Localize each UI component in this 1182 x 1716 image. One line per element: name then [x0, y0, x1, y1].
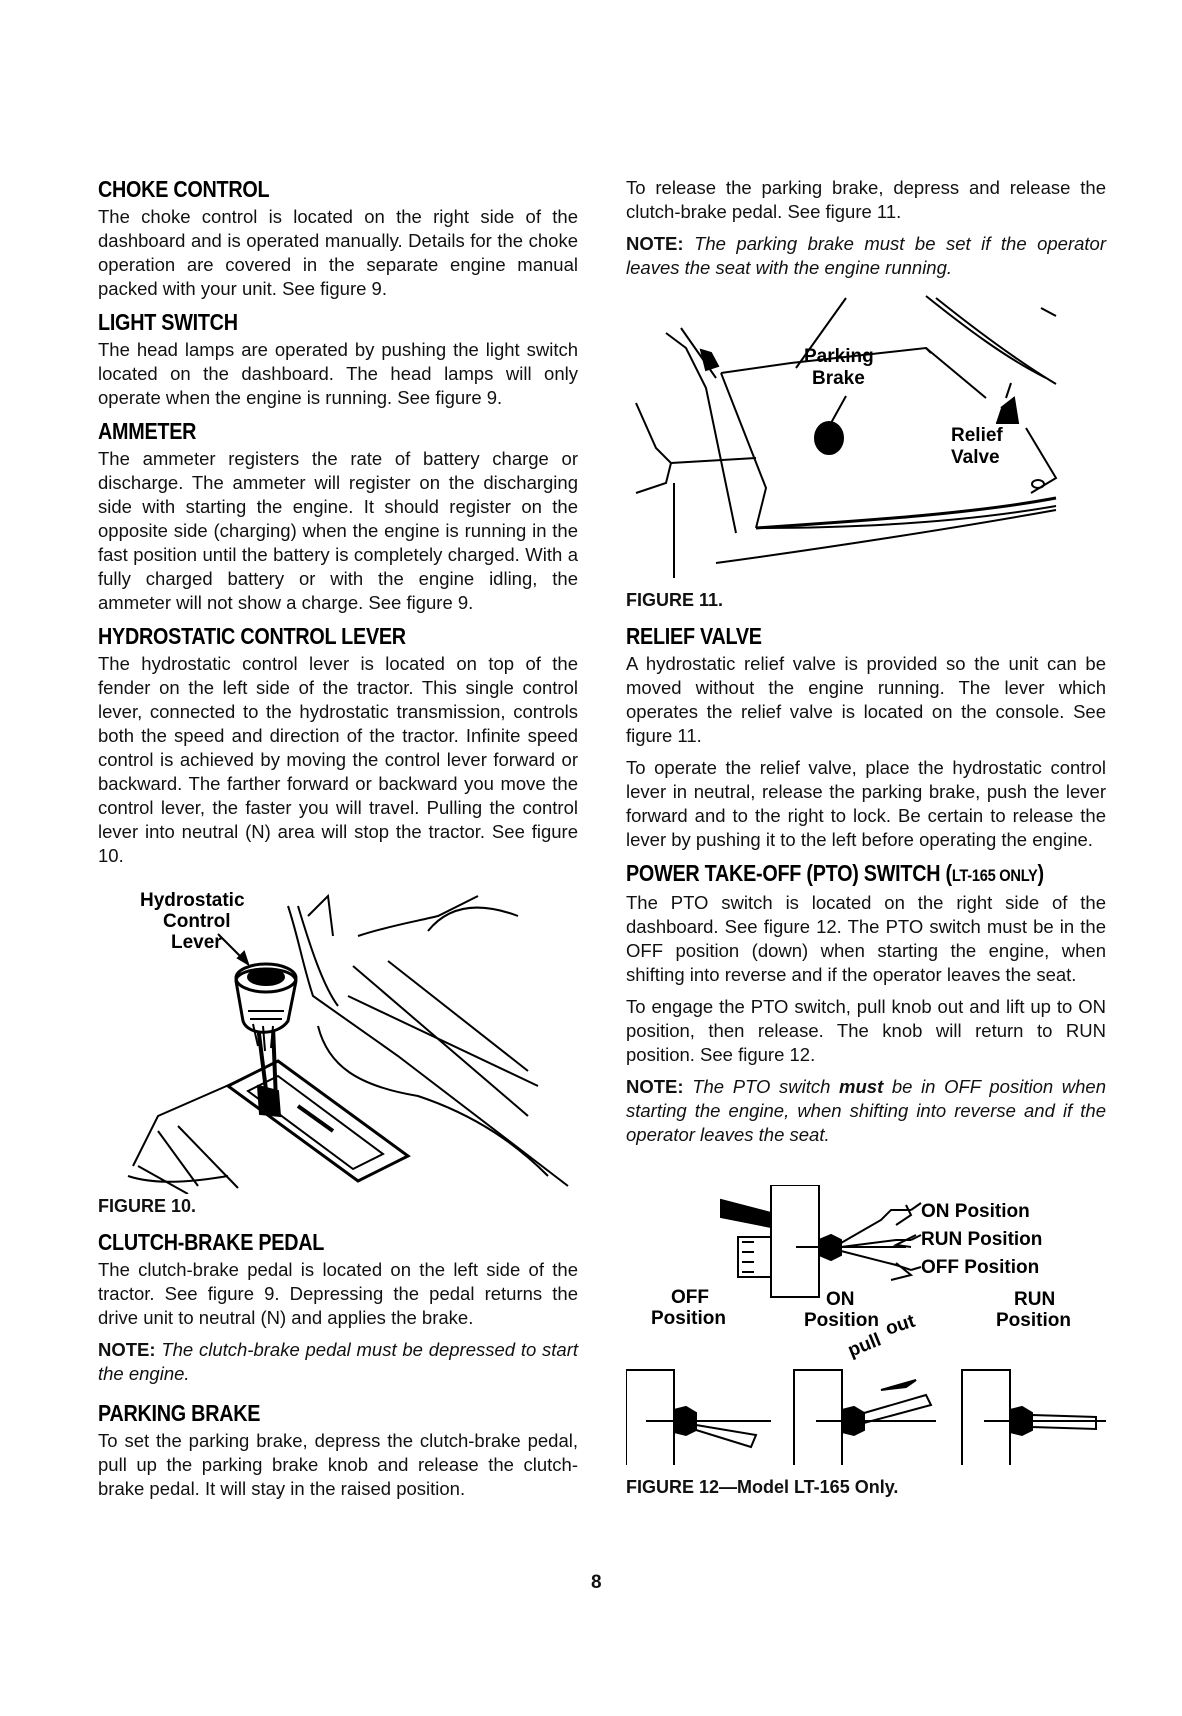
figure-10 [98, 876, 578, 1217]
out-label: out [883, 1310, 918, 1340]
section-title: AMMETER [98, 418, 197, 444]
pto-switch-section [626, 860, 1106, 1147]
run-position-label: RUN Position [921, 1229, 1043, 1250]
section-title [626, 860, 1044, 889]
note [98, 1338, 578, 1386]
section-text: The PTO switch is located on the right side of the dashboard. See figure 12. The PTO switch must be in the OFF position (down) when starting the engine, when shifting into reverse and if the operator leaves the seat. [626, 892, 1106, 985]
page-number: 8 [591, 1572, 602, 1593]
pull-label: pull [845, 1329, 885, 1362]
note-text: The clutch-brake pedal must be depressed to start the engine. [98, 1339, 579, 1384]
right-column [626, 176, 1106, 1510]
title-end: ) [1037, 860, 1044, 886]
section-text: To engage the PTO switch, pull knob out and lift up to ON position, then release. The knob will return to RUN position. See figure 12. [626, 996, 1106, 1065]
figure-caption: FIGURE 12—Model LT-165 Only. [626, 1477, 899, 1497]
figure-11 [626, 288, 1106, 611]
parking-brake-section [98, 1400, 578, 1501]
on-label-line1: ON [826, 1289, 855, 1310]
section-text: The head lamps are operated by pushing the light switch located on the dashboard. The head lamps will only operate when the engine is running. See figure 9. [98, 339, 578, 408]
note-text: The parking brake must be set if the operator leaves the seat with the engine running. [626, 233, 1107, 278]
note-label: NOTE: [626, 1076, 684, 1097]
relief-valve-label-line1: Relief [951, 425, 1003, 446]
hydrostatic-lever-illustration [98, 876, 578, 1194]
note-text-post: be in OFF position when starting the engine, when shifting into reverse and if the operator leaves the seat. [626, 1076, 1106, 1145]
off-label-line1: OFF [671, 1287, 709, 1308]
relief-valve-section [626, 623, 1106, 852]
release-text: To release the parking brake, depress and release the clutch-brake pedal. See figure 11. [626, 177, 1106, 222]
note-label: NOTE: [98, 1339, 156, 1360]
clutch-brake-pedal-section [98, 1229, 578, 1386]
pto-switch-illustration [626, 1185, 1106, 1465]
parking-brake-illustration [626, 288, 1106, 588]
run-label-line2: Position [996, 1310, 1071, 1331]
note [626, 232, 1106, 280]
hydrostatic-label-line2: Control [163, 911, 231, 932]
section-title: HYDROSTATIC CONTROL LEVER [98, 623, 406, 649]
section-text: A hydrostatic relief valve is provided so the unit can be moved without the engine running. The lever which operates the relief valve is located on the console. See figure 11. [626, 653, 1106, 746]
hydrostatic-label-line3: Lever [171, 932, 222, 953]
section-text: The ammeter registers the rate of battery charge or discharge. The ammeter will register on the discharging side with starting the engine. It should register on the opposite side (charging) when the engine is running in the fast position until the battery is completely charged. With a fully charged battery or with the engine idling, the ammeter will not show a charge. See figure 9. [98, 448, 578, 613]
note-text-pre: The PTO switch [692, 1076, 831, 1097]
section-title: LIGHT SWITCH [98, 309, 238, 335]
title-main: POWER TAKE-OFF (PTO) SWITCH ( [626, 860, 952, 886]
left-column [98, 176, 578, 1509]
on-position-label: ON Position [921, 1201, 1030, 1222]
section-text: To set the parking brake, depress the clutch-brake pedal, pull up the parking brake knob and release the clutch-brake pedal. It will stay in the raised position. [98, 1430, 578, 1499]
off-position-label: OFF Position [921, 1257, 1040, 1278]
section-title: PARKING BRAKE [98, 1400, 261, 1426]
hydrostatic-label-line1: Hydrostatic [140, 890, 245, 911]
section-text: The clutch-brake pedal is located on the left side of the tractor. See figure 9. Depressing the pedal returns the drive unit to neutral (N) and applies the brake. [98, 1259, 578, 1328]
choke-control-section [98, 176, 578, 301]
light-switch-section [98, 309, 578, 410]
figure-12 [626, 1185, 1106, 1498]
off-label-line2: Position [651, 1308, 726, 1329]
run-label-line1: RUN [1014, 1289, 1056, 1310]
section-text: The choke control is located on the right side of the dashboard and is operated manually. Details for the choke operation are covered in the separate engine manual packed with your unit. See figure 9. [98, 206, 578, 299]
parking-brake-label-line1: Parking [804, 346, 874, 367]
figure-caption: FIGURE 10. [98, 1196, 197, 1216]
title-model: LT-165 ONLY [951, 866, 1038, 885]
on-label-line2: Position [804, 1310, 879, 1331]
section-title: CLUTCH-BRAKE PEDAL [98, 1229, 325, 1255]
note-label: NOTE: [626, 233, 684, 254]
section-title: CHOKE CONTROL [98, 176, 270, 202]
parking-brake-label-line2: Brake [812, 368, 865, 389]
note-emphasis: must [839, 1076, 884, 1097]
section-text: To operate the relief valve, place the hydrostatic control lever in neutral, release the parking brake, push the lever forward and to the right to lock. Be certain to release the lever by pushing it to the left before operating the engine. [626, 757, 1106, 850]
section-title: RELIEF VALVE [626, 623, 762, 649]
hydrostatic-control-lever-section [98, 623, 578, 868]
note [626, 1075, 1106, 1147]
section-text: The hydrostatic control lever is located on top of the fender on the left side of the tractor. This single control lever, connected to the hydrostatic transmission, controls both the speed and direction of the tractor. Infinite speed control is achieved by moving the control lever forward or backward. The farther forward or backward you move the control lever, the faster you will travel. Pulling the control lever into neutral (N) area will stop the tractor. See figure 10. [98, 653, 578, 866]
figure-caption: FIGURE 11. [626, 590, 724, 610]
ammeter-section [98, 418, 578, 615]
relief-valve-label-line2: Valve [951, 447, 1000, 468]
